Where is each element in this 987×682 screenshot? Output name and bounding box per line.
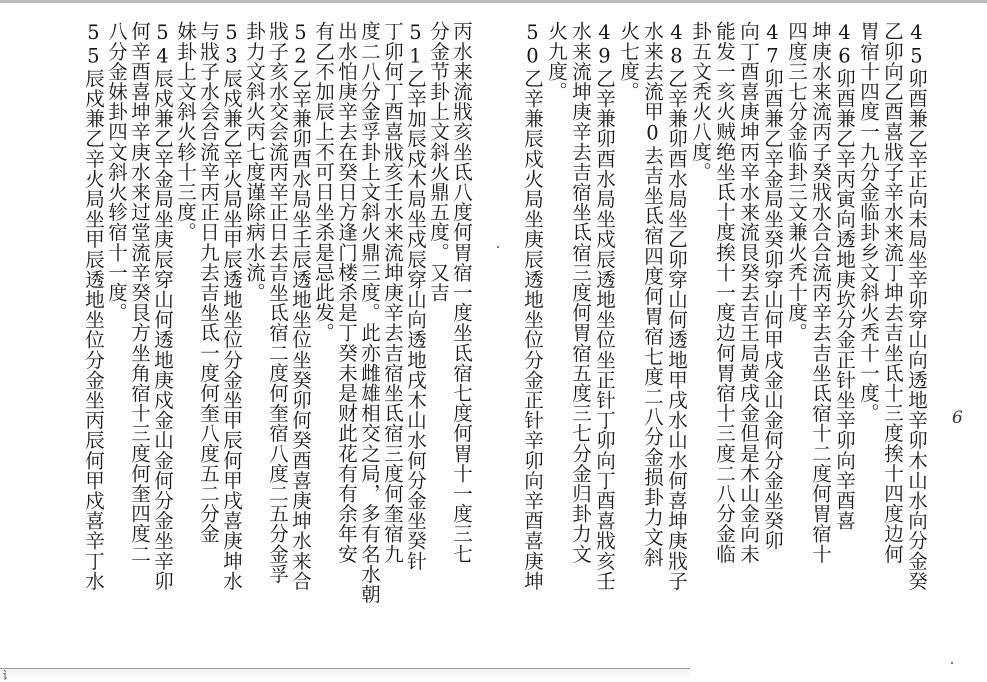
manuscript-column: 戕子亥水交会流丙辛正日去吉坐氐宿二度何奎宿八度二五分金孚	[266, 21, 289, 584]
manuscript-column: 四度三七分金临卦三文兼火秃十度。	[785, 21, 808, 343]
manuscript-column: 妹卦上文斜火轸十三度。	[174, 21, 197, 243]
manuscript-column: 丁卯何丁酉喜戕亥壬水来流坤庚辛去吉宿坐氐宿三度何奎宿九	[381, 21, 404, 564]
manuscript-column: 火七度。	[617, 21, 640, 102]
manuscript-column: 分金节卦上文斜火鼎五度。又吉	[427, 21, 450, 303]
manuscript-column: 水来去流甲0去吉坐氐宿四度何胃宿七度二八分金损卦力文斜	[641, 21, 664, 568]
bottom-edge-glyph: 讠	[2, 669, 13, 682]
manuscript-column: 52乙辛兼卯酉水局坐壬辰透地坐位坐癸卯何癸酉喜庚坤水来合	[289, 21, 312, 591]
page-number: 6	[952, 408, 963, 428]
manuscript-column: 度二八分金孚卦上文斜火鼎三度。此亦雌雄相交之局，多有名水朝	[358, 21, 381, 604]
manuscript-column: 50乙辛兼辰戍火局坐庚辰透地坐位分金正针辛卯向辛酉喜庚坤	[521, 21, 544, 591]
scan-speck	[951, 662, 953, 664]
manuscript-column: 出水怕庚辛去在癸日方逢门楼杀是丁癸未是财此花有有余年安	[335, 21, 358, 564]
manuscript-column: 卦五文秃火八度。	[689, 21, 712, 182]
manuscript-column: 48乙辛兼卯酉水局坐乙卯穿山何透地甲戌水山水何喜坤庚戕子	[665, 21, 688, 591]
manuscript-column: 55辰戍兼乙辛火局坐甲辰透地坐位分金坐丙辰何甲戍喜辛丁水	[82, 21, 105, 591]
manuscript-column: 卦力文斜火丙七度谨除病水流。	[243, 21, 266, 303]
manuscript-column: 46卯酉兼乙辛丙寅向透地庚坎分金正针坐辛卯向辛酉喜	[833, 21, 856, 531]
manuscript-column: 有乙不加辰上不可日坐杀是忌此发。	[312, 21, 335, 343]
manuscript-spread	[0, 3, 987, 658]
manuscript-column: 与戕子水会合流辛丙正日九去吉坐氐一度何奎八度五二分金	[197, 21, 220, 544]
manuscript-column: 能发一亥火贼绝坐氐十度挨十一度边何胃宿十三度二八分金临	[713, 21, 736, 564]
manuscript-column: 53辰戍兼乙辛火局坐甲辰透地坐位分金坐甲辰何甲戌喜庚坤水	[220, 21, 243, 591]
manuscript-column: 54辰戍兼乙辛金局坐庚辰穿山何透地庚戍金山金何分金坐辛卯	[151, 21, 174, 591]
manuscript-column: 水来流坤庚辛去吉宿坐氐宿三度何胃宿五度三七分金归卦力文	[569, 21, 592, 564]
scan-speck	[497, 246, 499, 248]
manuscript-column: 丙水来流戕亥坐氐八度何胃宿一度坐氐宿七度何胃十一度三七	[450, 21, 473, 564]
manuscript-column: 45卯酉兼乙辛正向未局坐辛卯穿山向透地辛卯木山水向分金癸	[905, 21, 928, 591]
manuscript-column: 49乙辛兼卯酉水局坐戍辰透地坐位坐正针丁卯向丁酉喜戕亥壬	[593, 21, 616, 591]
manuscript-column: 坤庚水来流丙子癸戕水合合流丙辛去吉坐氐宿十二度何胃宿十	[809, 21, 832, 564]
manuscript-column: 乙卯向乙酉喜戕子辛水来流丁坤去吉坐氐十三度挨十四度边何	[881, 21, 904, 564]
manuscript-column: 向丁酉喜庚坤丙辛水来流艮癸去吉王局黄戌金但是木山金向未	[737, 21, 760, 564]
manuscript-column: 51乙辛加辰戍木局坐戍辰穿山向透地戌木山水何分金坐癸针	[404, 21, 427, 571]
manuscript-column: 火九度。	[545, 21, 568, 102]
manuscript-column: 何辛酉喜坤辛庚水来过堂流辛癸艮方坐角宿十三度何奎四度二	[128, 21, 151, 564]
right-page	[505, 3, 928, 658]
scan-bottom-edge	[0, 668, 690, 682]
manuscript-column: 八分金妹卦四文斜火轸宿十一度。	[105, 21, 128, 323]
manuscript-column: 胃宿十四度一九分金临卦乡文斜火秃十一度。	[857, 21, 880, 423]
left-page	[62, 3, 472, 658]
manuscript-column: 47卯酉兼乙辛金局坐癸卯穿山何甲戌金山金何分金坐癸卯	[761, 21, 784, 551]
